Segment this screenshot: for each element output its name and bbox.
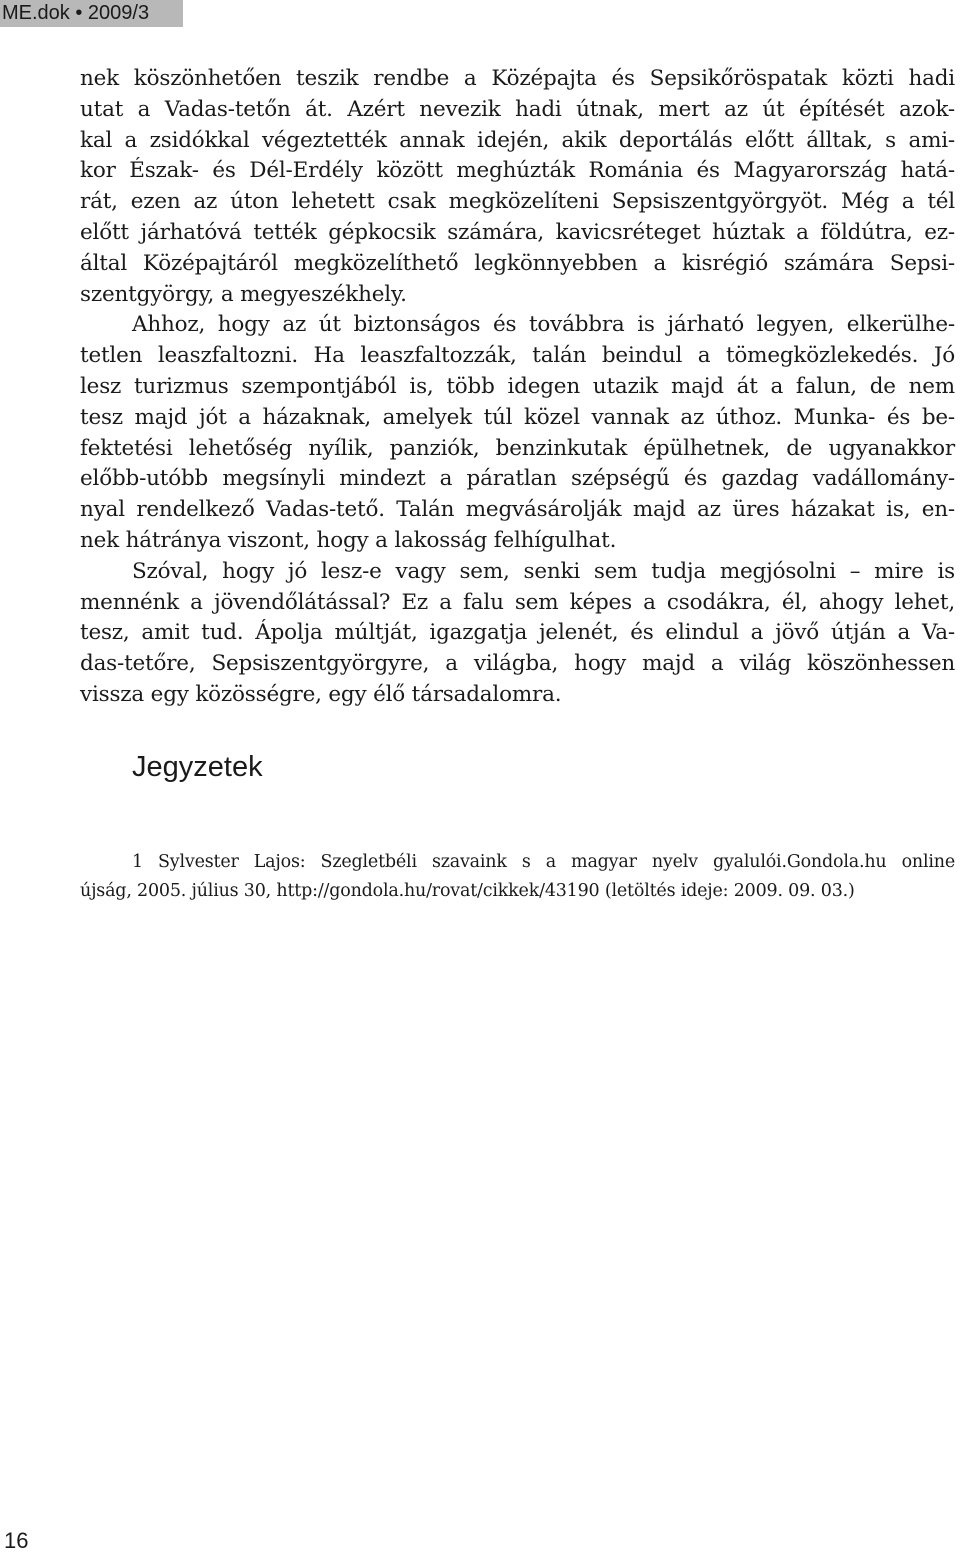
text-line: rát, ezen az úton lehetett csak megközelíteni Sepsiszentgyörgyöt. Még a tél	[80, 189, 955, 215]
text-line: Ahhoz, hogy az út biztonságos és továbbra is járható legyen, elkerülhe-	[132, 312, 955, 338]
text-line: kor Észak- és Dél-Erdély között meghúzták Románia és Magyarország hatá-	[80, 158, 955, 184]
text-line: vissza egy közösségre, egy élő társadalomra.	[80, 681, 562, 707]
body-text	[80, 64, 955, 711]
text-line: lesz turizmus szempontjából is, több idegen utazik majd át a falun, de nem	[80, 373, 955, 399]
text-line: nyal rendelkező Vadas-tető. Talán megvásárolják majd az üres házakat is, en-	[80, 497, 955, 523]
text-line: nek hátránya viszont, hogy a lakosság felhígulhat.	[80, 527, 617, 553]
page-number: 16	[4, 1528, 29, 1553]
text-line: Szóval, hogy jó lesz-e vagy sem, senki sem tudja megjósolni – mire is	[132, 558, 955, 584]
text-line: utat a Vadas-tetőn át. Azért nevezik hadi útnak, mert az út építését azok-	[80, 96, 955, 122]
text-line: das-tetőre, Sepsiszentgyörgyre, a világba, hogy majd a világ köszönhessen	[80, 651, 955, 677]
footnotes	[80, 848, 955, 906]
text-line: fektetési lehetőség nyílik, panziók, benzinkutak épülhetnek, de ugyanakkor	[80, 435, 955, 461]
text-line: kal a zsidókkal végeztették annak idején, akik deportálás előtt álltak, s ami-	[80, 127, 955, 153]
text-line: által Középajtáról megközelíthető legkönnyebben a kisrégió számára Sepsi-	[80, 250, 955, 276]
notes-heading: Jegyzetek	[132, 751, 263, 783]
text-line: előbb-utóbb megsínyli mindezt a páratlan szépségű és gazdag vadállomány-	[80, 466, 955, 492]
text-line: tetlen leaszfaltozni. Ha leaszfaltozzák, talán beindul a tömegközlekedés. Jó	[80, 343, 955, 369]
running-header: ME.dok • 2009/3	[0, 0, 183, 27]
footnote-line: újság, 2005. július 30, http://gondola.hu/rovat/cikkek/43190 (letöltés ideje: 2009. 09. 03.)	[80, 881, 855, 901]
footnote-line: 1 Sylvester Lajos: Szegletbéli szavaink s a magyar nyelv gyalulói.Gondola.hu online	[132, 852, 955, 872]
text-line: szentgyörgy, a megyeszékhely.	[80, 281, 407, 307]
text-line: nek köszönhetően teszik rendbe a Középajta és Sepsikőröspatak közti hadi	[80, 66, 955, 91]
text-line: tesz, amit tud. Ápolja múltját, igazgatja jelenét, és elindul a jövő útján a Va-	[80, 620, 955, 646]
text-line: előtt járhatóvá tették gépkocsik számára, kavicsréteget húztak a földútra, ez-	[80, 219, 955, 245]
text-line: tesz majd jót a házaknak, amelyek túl közel vannak az úthoz. Munka- és be-	[80, 404, 955, 430]
text-line: mennénk a jövendőlátással? Ez a falu sem képes a csodákra, él, ahogy lehet,	[80, 589, 955, 615]
